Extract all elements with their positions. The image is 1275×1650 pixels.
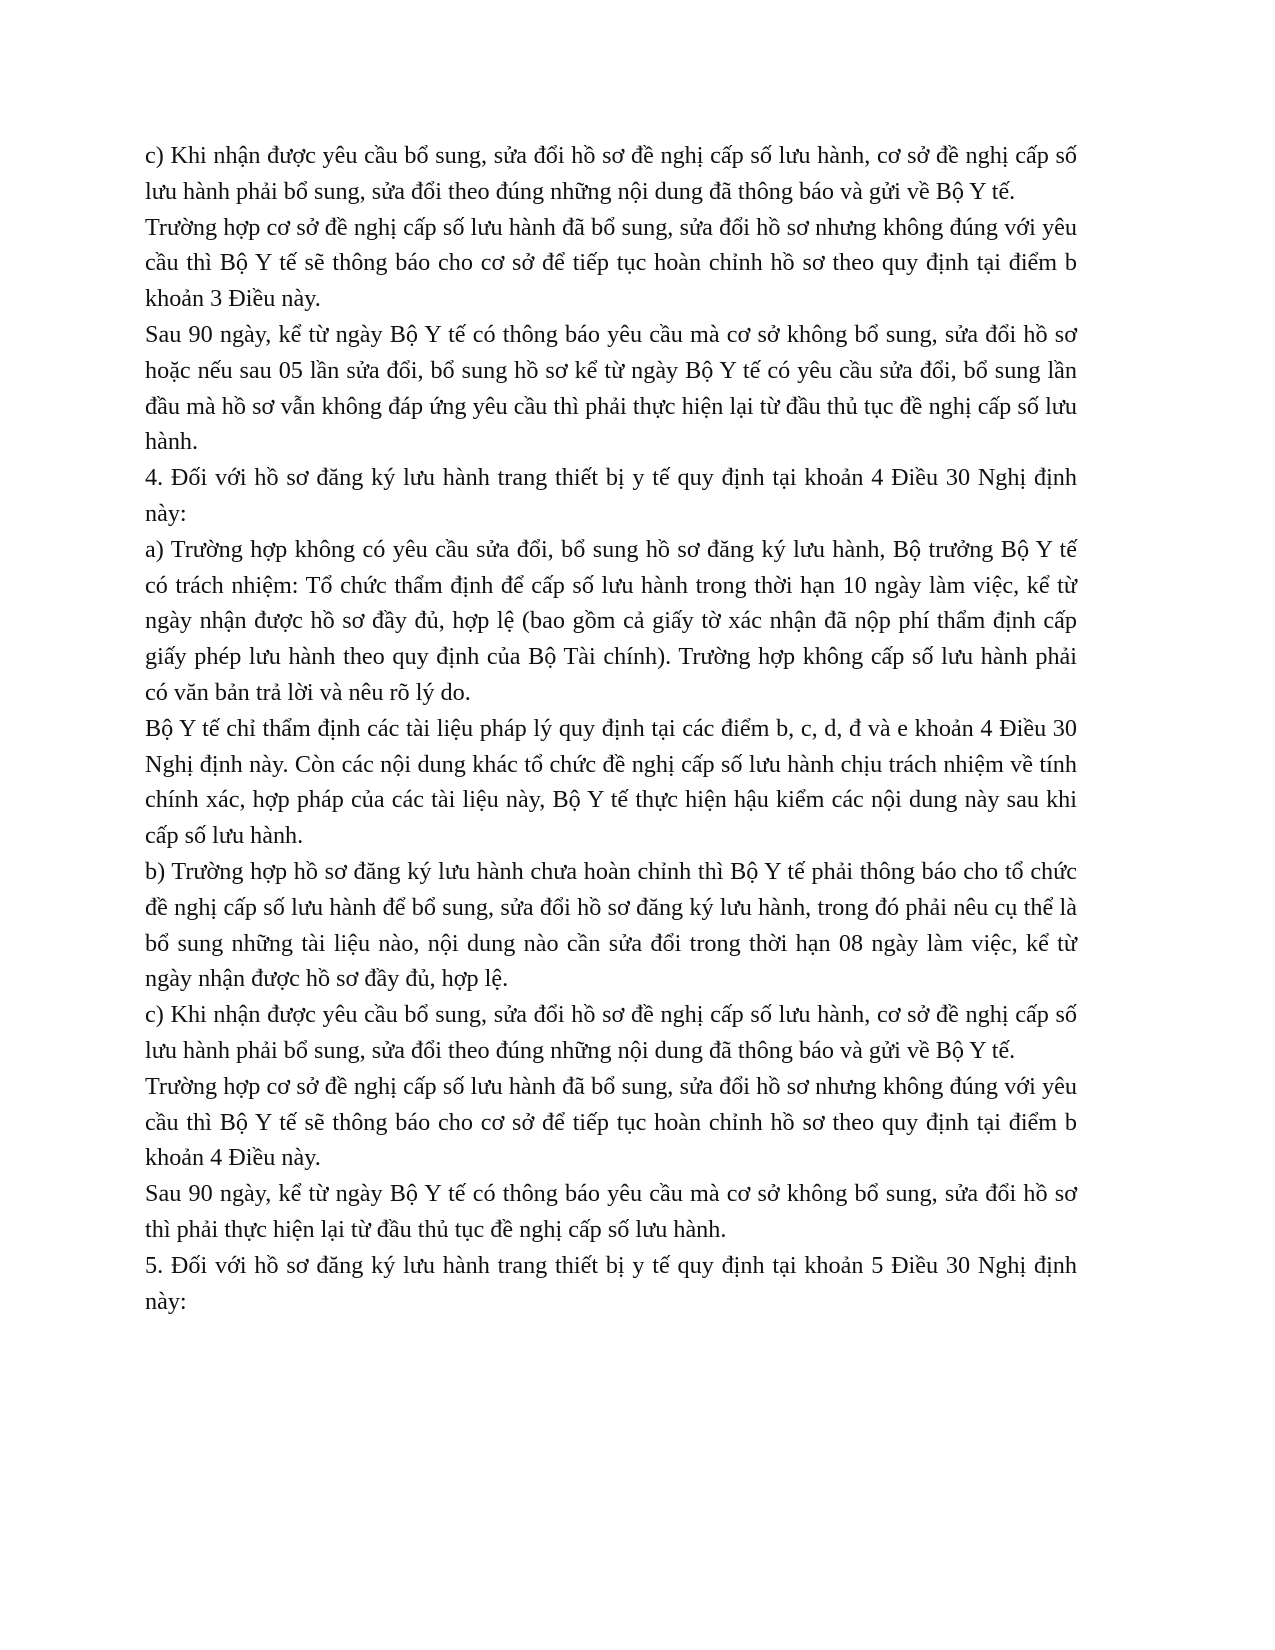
paragraph-3c-incorrect-supplement: Trường hợp cơ sở đề nghị cấp số lưu hành đã bổ sung, sửa đổi hồ sơ nhưng không đúng với yêu cầu thì Bộ Y tế sẽ thông báo cho cơ sở để tiếp tục hoàn chỉnh hồ sơ theo quy định tại điểm b khoản 3 Điều này. — [145, 213, 1077, 313]
paragraph-4c-incorrect-supplement: Trường hợp cơ sở đề nghị cấp số lưu hành đã bổ sung, sửa đổi hồ sơ nhưng không đúng với yêu cầu thì Bộ Y tế sẽ thông báo cho cơ sở để tiếp tục hoàn chỉnh hồ sơ theo quy định tại điểm b khoản 4 Điều này. — [145, 1072, 1077, 1172]
paragraph-4a-legal-documents: Bộ Y tế chỉ thẩm định các tài liệu pháp lý quy định tại các điểm b, c, d, đ và e khoản 4 Điều 30 Nghị định này. Còn các nội dung khác tổ chức đề nghị cấp số lưu hành chịu trách nhiệm về tính chính xác, hợp pháp của các tài liệu này, Bộ Y tế thực hiện hậu kiểm các nội dung này sau khi cấp số lưu hành. — [145, 714, 1077, 850]
paragraph-3c-supplement-request: c) Khi nhận được yêu cầu bổ sung, sửa đổi hồ sơ đề nghị cấp số lưu hành, cơ sở đề nghị cấp số lưu hành phải bổ sung, sửa đổi theo đúng những nội dung đã thông báo và gửi về Bộ Y tế. — [145, 142, 1077, 205]
paragraph-3c-90-days-deadline: Sau 90 ngày, kể từ ngày Bộ Y tế có thông báo yêu cầu mà cơ sở không bổ sung, sửa đổi hồ sơ hoặc nếu sau 05 lần sửa đổi, bổ sung hồ sơ kể từ ngày Bộ Y tế có yêu cầu sửa đổi, bổ sung lần đầu mà hồ sơ vẫn không đáp ứng yêu cầu thì phải thực hiện lại từ đầu thủ tục đề nghị cấp số lưu hành. — [145, 320, 1077, 456]
paragraph-4c-supplement-request: c) Khi nhận được yêu cầu bổ sung, sửa đổi hồ sơ đề nghị cấp số lưu hành, cơ sở đề nghị cấp số lưu hành phải bổ sung, sửa đổi theo đúng những nội dung đã thông báo và gửi về Bộ Y tế. — [145, 1001, 1077, 1064]
paragraph-4c-90-days-deadline: Sau 90 ngày, kể từ ngày Bộ Y tế có thông báo yêu cầu mà cơ sở không bổ sung, sửa đổi hồ sơ thì phải thực hiện lại từ đầu thủ tục đề nghị cấp số lưu hành. — [145, 1180, 1077, 1243]
document-page — [145, 138, 1077, 1319]
paragraph-4b-incomplete-dossier: b) Trường hợp hồ sơ đăng ký lưu hành chưa hoàn chỉnh thì Bộ Y tế phải thông báo cho tổ chức đề nghị cấp số lưu hành để bổ sung, sửa đổi hồ sơ đăng ký lưu hành, trong đó phải nêu cụ thể là bổ sung những tài liệu nào, nội dung nào cần sửa đổi trong thời hạn 08 ngày làm việc, kể từ ngày nhận được hồ sơ đầy đủ, hợp lệ. — [145, 857, 1077, 993]
paragraph-clause-4-heading: 4. Đối với hồ sơ đăng ký lưu hành trang thiết bị y tế quy định tại khoản 4 Điều 30 Nghị định này: — [145, 464, 1077, 527]
paragraph-clause-5-heading: 5. Đối với hồ sơ đăng ký lưu hành trang thiết bị y tế quy định tại khoản 5 Điều 30 Nghị định này: — [145, 1251, 1077, 1315]
paragraph-4a-no-amendment: a) Trường hợp không có yêu cầu sửa đổi, bổ sung hồ sơ đăng ký lưu hành, Bộ trưởng Bộ Y tế có trách nhiệm: Tổ chức thẩm định để cấp số lưu hành trong thời hạn 10 ngày làm việc, kể từ ngày nhận được hồ sơ đầy đủ, hợp lệ (bao gồm cả giấy tờ xác nhận đã nộp phí thẩm định cấp giấy phép lưu hành theo quy định của Bộ Tài chính). Trường hợp không cấp số lưu hành phải có văn bản trả lời và nêu rõ lý do. — [145, 535, 1077, 706]
